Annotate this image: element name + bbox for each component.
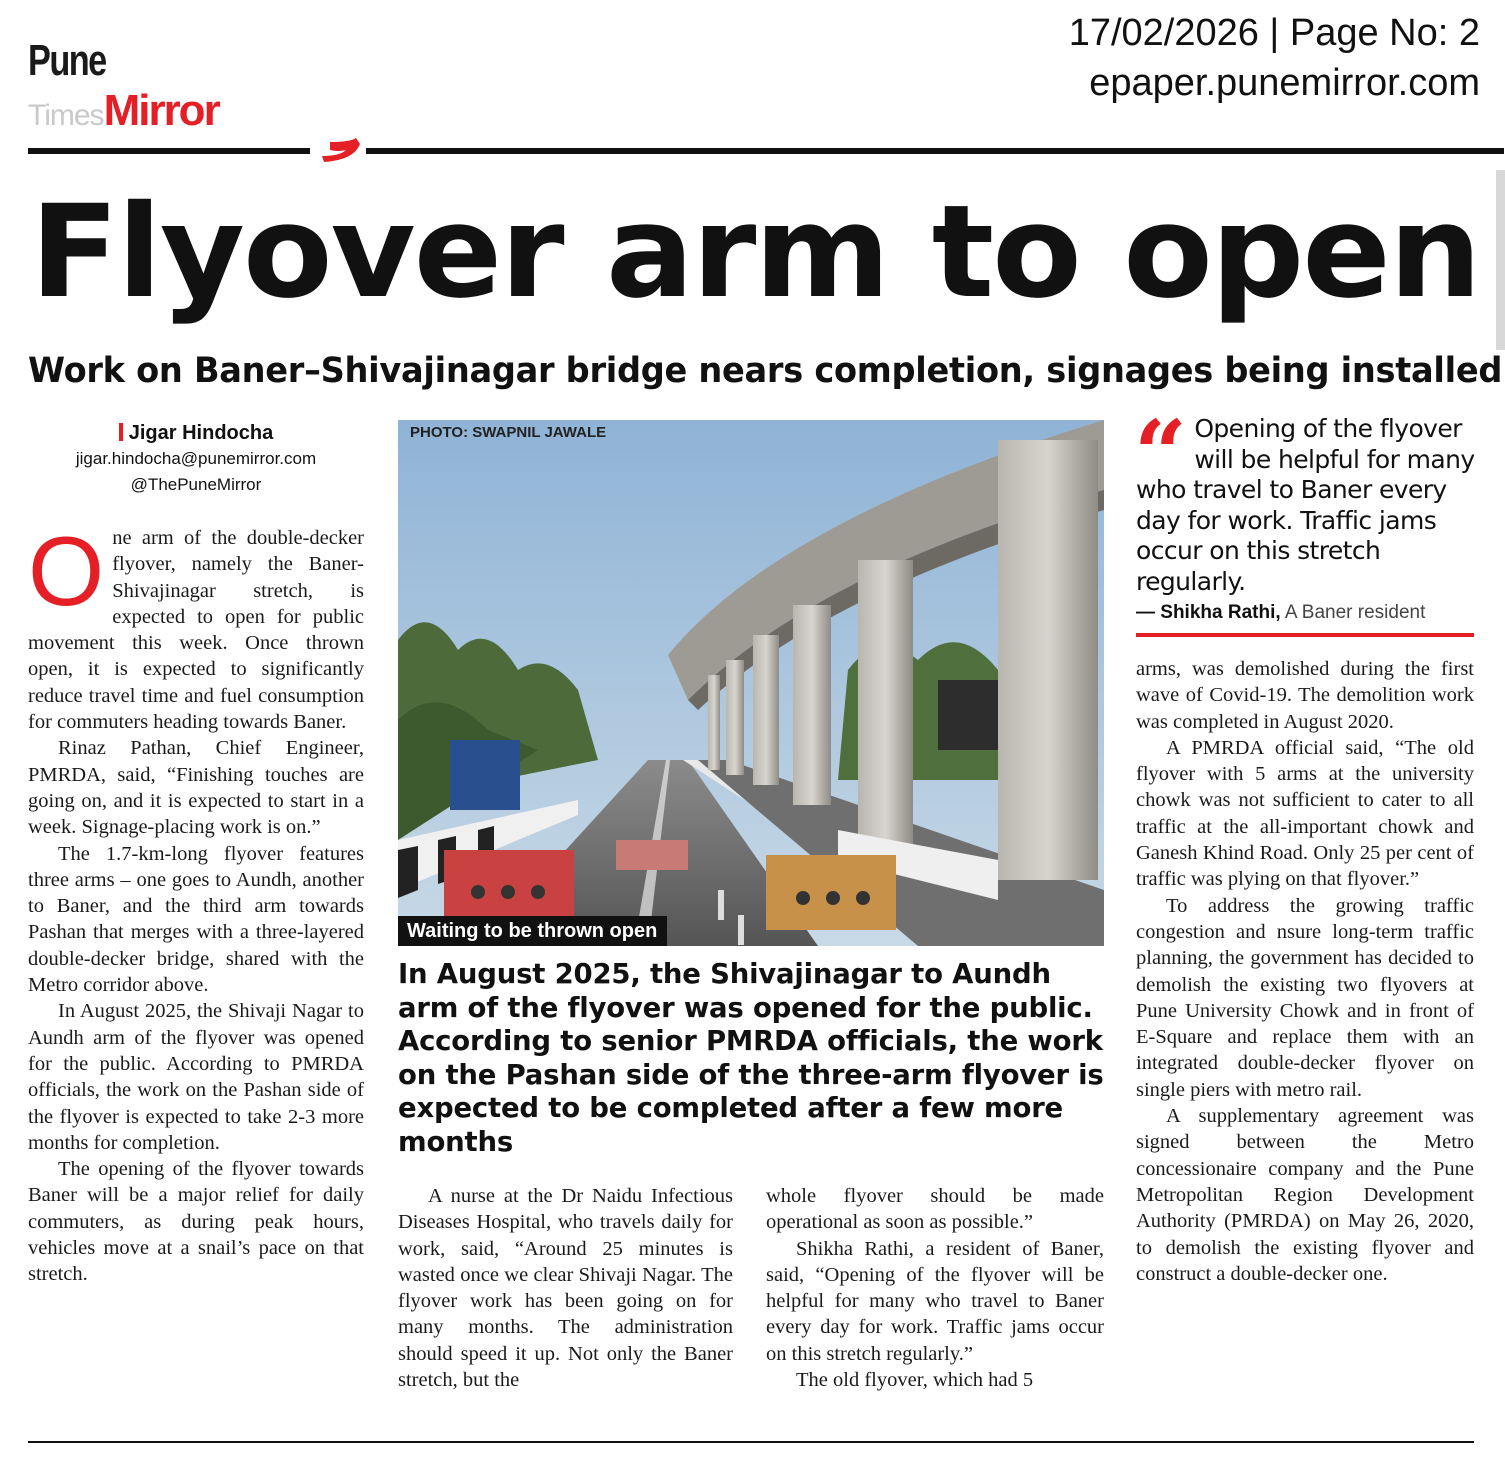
red-swoosh-decoration xyxy=(310,138,366,164)
subheadline: Work on Baner–Shivajinagar bridge nears completion, signages being installed xyxy=(28,351,1503,391)
article-paragraph: One arm of the double-decker flyover, namely the Baner-Shivajinagar stretch, is expected to open for public movement this week. Once thrown open, it is expected to significantly reduce travel time and fuel consumption for commuters heading towards Baner. xyxy=(28,516,364,734)
logo-times: Times xyxy=(28,99,104,132)
article-paragraph: arms, was demolished during the first wave of Covid-19. The demolition work was completed in August 2020. xyxy=(1136,658,1474,733)
article-paragraph: To address the growing traffic congestion and nsure long-term traffic planning, the government has decided to demolish the existing two flyovers at Pune University Chowk and in front of E-Square and replace them with an integrated double-decker flyover on single piers with metro rail. xyxy=(1136,894,1474,1101)
article-paragraph: In August 2025, the Shivaji Nagar to Aundh arm of the flyover was opened for the public. According to PMRDA officials, the work on the Pashan side of the flyover is expected to take 2-3 more months for completion. xyxy=(28,1000,364,1154)
pull-quote-text: Opening of the flyover will be helpful for many who travel to Baner every day for work. Traffic jams occur on this stretch regularly. xyxy=(1136,414,1475,596)
article-paragraph: The opening of the flyover towards Baner will be a major relief for daily commuters, as during peak hours, vehicles move at a snail’s pace on that stretch. xyxy=(28,1158,364,1286)
quote-attribution xyxy=(1136,600,1476,626)
website-url: epaper.punemirror.com xyxy=(1089,62,1480,104)
article-paragraph: A PMRDA official said, “The old flyover with 5 arms at the university chowk was not sufficient to cater to all traffic at the all-important chowk and Ganesh Khind Road. Only 25 per cent of traffic was plying on that flyover.” xyxy=(1136,736,1474,891)
quote-attribution-name: — Shikha Rathi, xyxy=(1136,602,1281,623)
photo-credit: PHOTO: SWAPNIL JAWALE xyxy=(410,424,607,441)
article-paragraph: Shikha Rathi, a resident of Baner, said, “Opening of the flyover will be helpful for many who travel to Baner every day for work. Traffic jams occur on this stretch regularly.” xyxy=(766,1237,1104,1365)
author-email: jigar.hindocha@punemirror.com xyxy=(75,449,317,468)
bottom-rule xyxy=(28,1441,1474,1443)
page-meta xyxy=(1069,8,1480,108)
article-paragraph: The old flyover, which had 5 xyxy=(796,1369,1034,1392)
dropcap: O xyxy=(28,516,105,626)
article-paragraph: whole flyover should be made operational as soon as possible.” xyxy=(766,1185,1104,1234)
article-paragraph: A supplementary agreement was signed between the Metro concessionaire company and the Pune Metropolitan Region Development Authority (PMRDA) on May 26, 2020, to demolish the existing flyover and construct a double-decker one. xyxy=(1136,1105,1474,1285)
byline-bar-icon xyxy=(119,423,123,441)
article-column-3 xyxy=(766,1183,1104,1393)
author-name: Jigar Hindocha xyxy=(128,422,274,444)
quote-mark-icon: “ xyxy=(1134,400,1187,508)
quote-attribution-role: A Baner resident xyxy=(1284,602,1426,623)
article-column-4 xyxy=(1136,656,1474,1287)
logo-pune: Pune xyxy=(28,36,106,85)
headline: Flyover arm to open xyxy=(30,178,1480,327)
article-paragraph: The 1.7-km-long flyover features three arms – one goes to Aundh, another to Baner, and the third arm towards Pashan that merges with a three-layered double-decker bridge, shared with the Metro corridor above. xyxy=(28,842,364,997)
article-column-2 xyxy=(398,1183,733,1393)
highlight-summary: In August 2025, the Shivajinagar to Aundh arm of the flyover was opened for the public. According to senior PMRDA officials, the work on the Pashan side of the three-arm flyover is expected to be completed after a few more months xyxy=(398,958,1104,1158)
flyover-illustration xyxy=(398,420,1104,946)
author-handle: @ThePuneMirror xyxy=(130,475,262,494)
byline xyxy=(28,420,364,498)
article-column-1 xyxy=(28,516,364,1288)
quote-rule xyxy=(1136,633,1474,637)
top-rule xyxy=(28,148,1504,154)
date-page-number: 17/02/2026 | Page No: 2 xyxy=(1068,12,1480,54)
article-paragraph: Rinaz Pathan, Chief Engineer, PMRDA, said, “Finishing touches are going on, and it is expected to start in a week. Signage-placing work is on.” xyxy=(28,737,364,839)
pull-quote xyxy=(1134,400,1476,597)
article-paragraph: A nurse at the Dr Naidu Infectious Diseases Hospital, who travels daily for work, said, “Around 25 minutes is wasted once we clear Shivaji Nagar. The flyover work has been going on for many months. The administration should speed it up. Not only the Baner stretch, but the xyxy=(398,1185,733,1392)
masthead-logo xyxy=(28,36,318,135)
photo-caption: Waiting to be thrown open xyxy=(398,916,667,946)
flyover-photo xyxy=(398,420,1104,946)
logo-mirror: Mirror xyxy=(103,86,219,135)
